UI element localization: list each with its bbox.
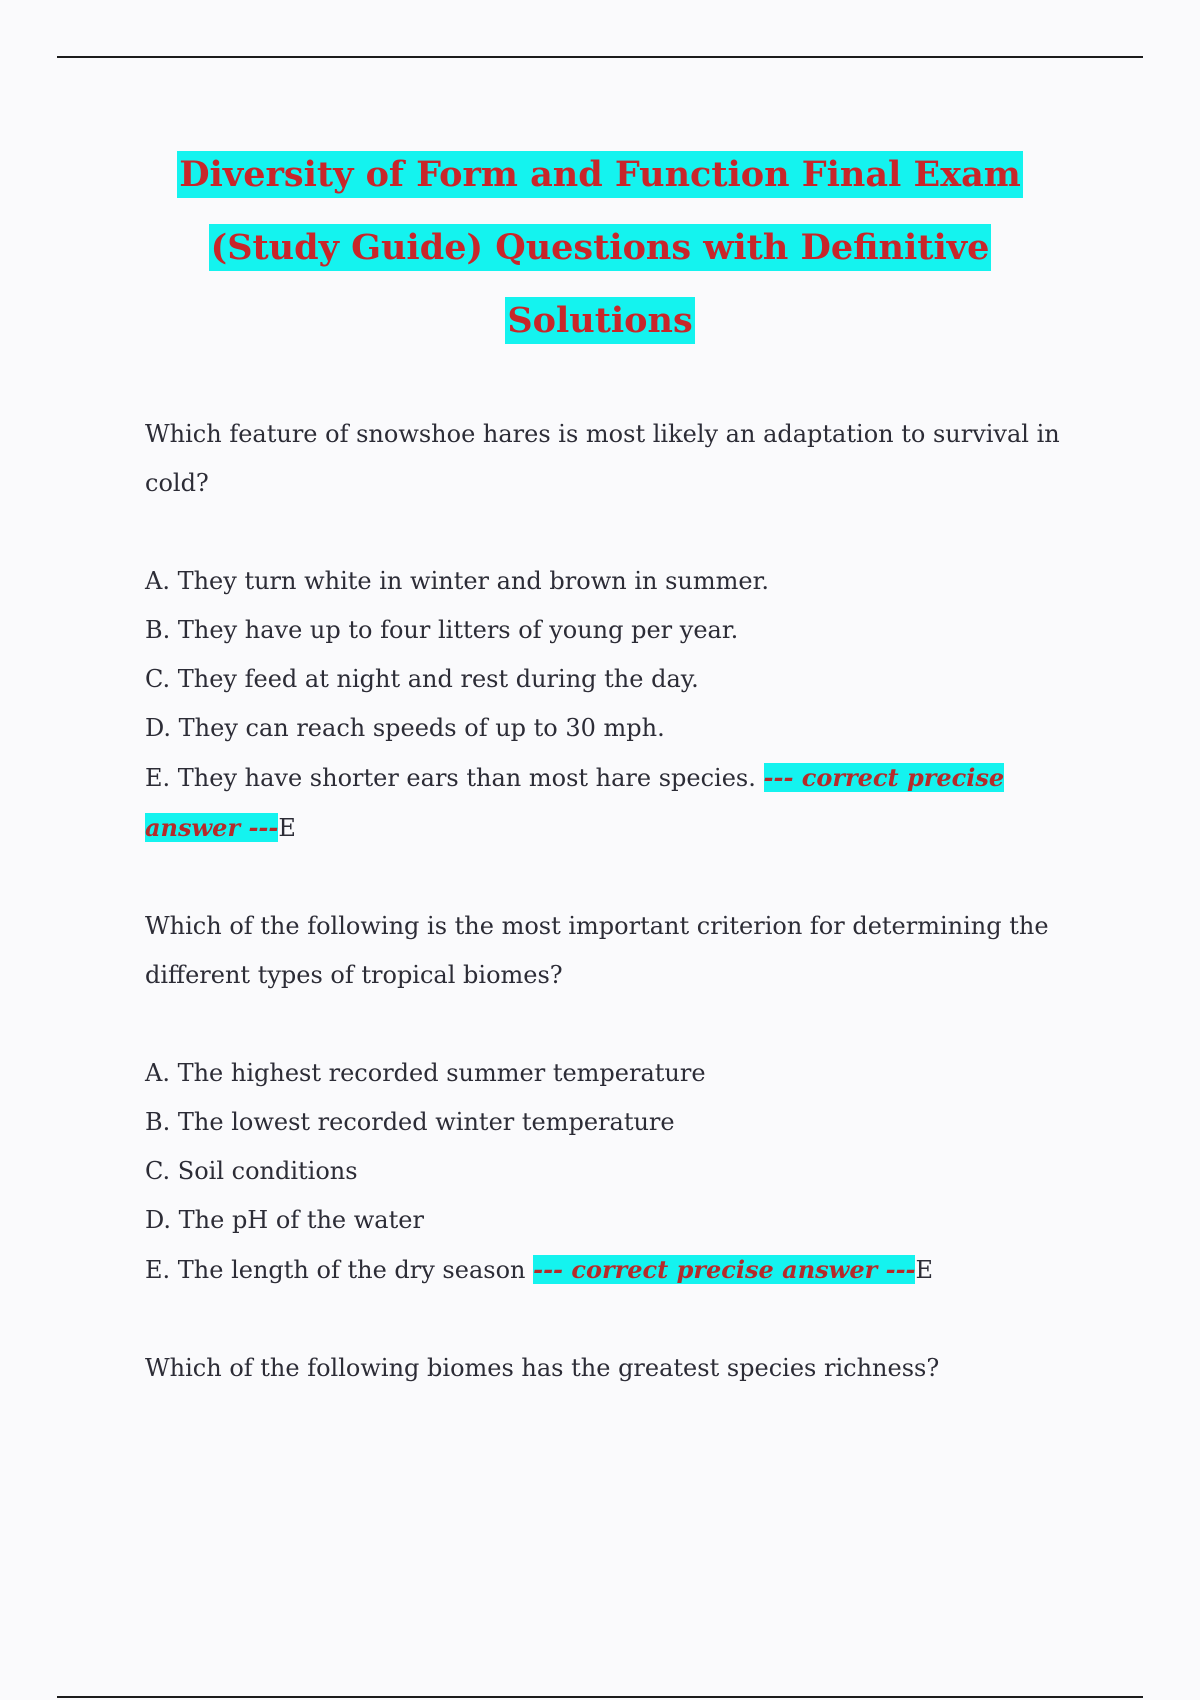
answer-letter: E bbox=[915, 1256, 934, 1284]
document-title bbox=[100, 138, 1100, 357]
option-item-with-answer bbox=[145, 1245, 1075, 1295]
top-rule bbox=[57, 56, 1143, 58]
option-list bbox=[145, 557, 1075, 853]
option-item: C. They feed at night and rest during the day. bbox=[145, 665, 699, 693]
option-item: D. The pH of the water bbox=[145, 1206, 424, 1234]
question-block-3 bbox=[145, 1344, 1075, 1393]
answer-marker: --- correct precise answer --- bbox=[145, 763, 1005, 842]
question-text: Which of the following is the most important criterion for determining the different types of tropical biomes? bbox=[145, 912, 1049, 989]
option-text: E. They have shorter ears than most hare species. bbox=[145, 764, 756, 792]
option-item: C. Soil conditions bbox=[145, 1157, 358, 1185]
option-item: D. They can reach speeds of up to 30 mph. bbox=[145, 714, 665, 742]
answer-letter: E bbox=[278, 814, 296, 842]
title-line-3: Solutions bbox=[505, 297, 694, 344]
option-list bbox=[145, 1049, 1075, 1295]
question-list bbox=[145, 410, 1075, 1393]
question-block-1 bbox=[145, 410, 1075, 853]
title-line-1: Diversity of Form and Function Final Exam bbox=[177, 151, 1023, 198]
bottom-rule bbox=[57, 1696, 1143, 1698]
option-text: E. The length of the dry season bbox=[145, 1256, 526, 1284]
title-line-2: (Study Guide) Questions with Definitive bbox=[209, 224, 992, 271]
question-text: Which of the following biomes has the greatest species richness? bbox=[145, 1354, 940, 1382]
question-text: Which feature of snowshoe hares is most likely an adaptation to survival in cold? bbox=[145, 420, 1060, 497]
answer-marker: --- correct precise answer --- bbox=[533, 1255, 916, 1284]
option-item: B. The lowest recorded winter temperature bbox=[145, 1108, 675, 1136]
option-item: B. They have up to four litters of young per year. bbox=[145, 616, 739, 644]
option-item: A. They turn white in winter and brown in summer. bbox=[145, 567, 770, 595]
option-item-with-answer bbox=[145, 753, 1075, 853]
option-item: A. The highest recorded summer temperature bbox=[145, 1059, 706, 1087]
question-block-2 bbox=[145, 902, 1075, 1295]
